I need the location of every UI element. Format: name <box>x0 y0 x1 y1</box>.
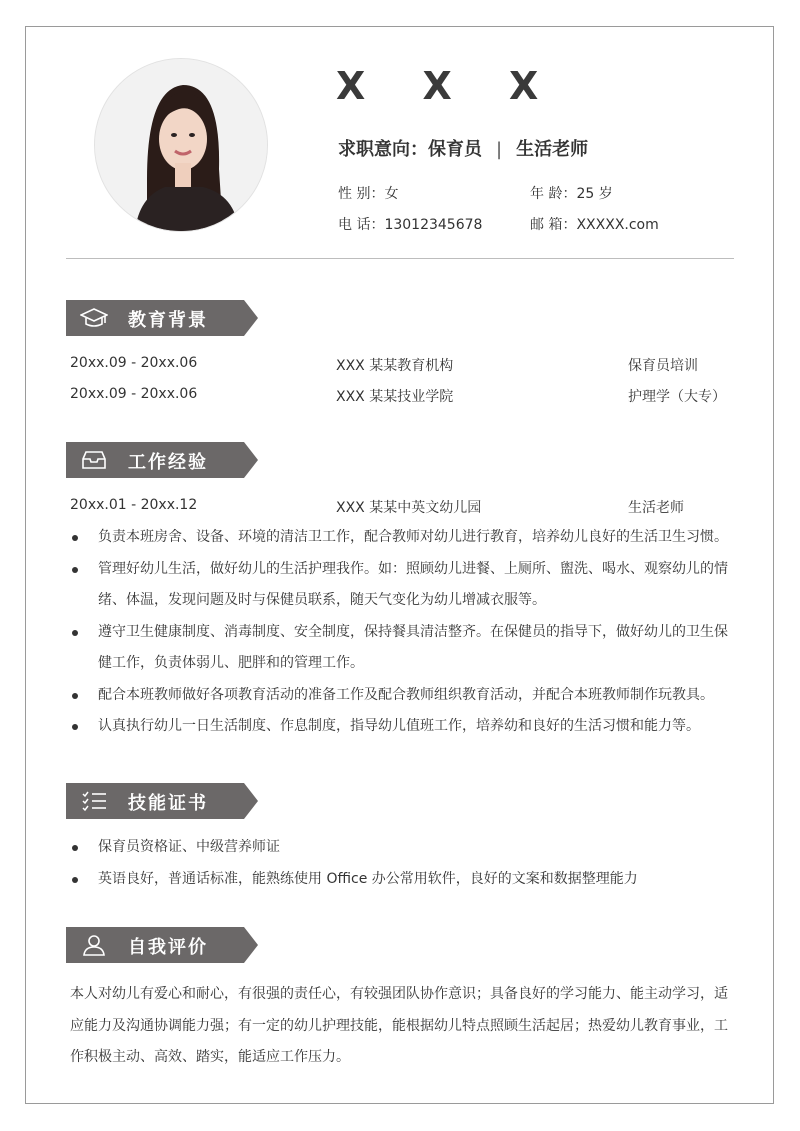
skill-1: 保育员资格证、中级营养师证 <box>98 839 280 855</box>
candidate-name: X X X <box>336 64 561 108</box>
list-item <box>72 554 732 617</box>
self-eval-text: 本人对幼儿有爱心和耐心，有很强的责任心，有较强团队协作意识；具备良好的学习能力、能主动学习，适应能力及沟通协调能力强；有一定的幼儿护理技能，能根据幼儿特点照顾生活起居；热爱幼儿教育事业，工作积极主动、高效、踏实，能适应工作压力。 <box>70 986 728 1065</box>
list-item <box>72 864 732 896</box>
work-duty-5: 认真执行幼儿一日生活制度、作息制度，指导幼儿值班工作，培养幼和良好的生活习惯和能力等。 <box>98 718 700 734</box>
edu-major-2: 护理学（大专） <box>628 389 726 405</box>
profile-photo <box>94 58 268 232</box>
edu-school-2: XXX 某某技业学院 <box>336 389 454 405</box>
edu-major-1: 保育员培训 <box>628 358 698 374</box>
education-section-header <box>66 300 258 336</box>
list-item <box>72 617 732 680</box>
job-intent <box>338 135 588 161</box>
work-duty-3: 遵守卫生健康制度、消毒制度、安全制度，保持餐具清洁整齐。在保健员的指导下，做好幼儿的卫生保健工作，负责体弱儿、肥胖和的管理工作。 <box>98 623 728 671</box>
job-intent-label: 求职意向：保育员 <box>338 139 482 160</box>
edu-period-1: 20xx.09 - 20xx.06 <box>70 355 198 371</box>
self-eval-title: 自我评价 <box>128 937 208 958</box>
gender-field: 性 别：女 <box>338 186 399 202</box>
skills-section-header <box>66 783 258 819</box>
work-duties-list <box>72 522 732 743</box>
age-field: 年 龄：25 岁 <box>530 186 613 202</box>
work-section-header <box>66 442 258 478</box>
work-company: XXX 某某中英文幼儿园 <box>336 500 482 516</box>
list-item <box>72 832 732 864</box>
edu-school-1: XXX 某某教育机构 <box>336 358 454 374</box>
header-divider <box>66 258 734 259</box>
checklist-icon <box>80 790 108 812</box>
skills-list <box>72 832 732 895</box>
work-duty-2: 管理好幼儿生活，做好幼儿的生活护理我作。如：照顾幼儿进餐、上厕所、盥洗、喝水、观察幼儿的情绪、体温，发现问题及时与保健员联系，随天气变化为幼儿增减衣服等。 <box>98 560 728 608</box>
job-intent-separator: | <box>496 139 503 160</box>
phone-field: 电 话：13012345678 <box>338 217 483 233</box>
work-role: 生活老师 <box>628 500 684 516</box>
graduation-cap-icon <box>80 307 108 329</box>
self-eval-section-header <box>66 927 258 963</box>
list-item <box>72 711 732 743</box>
avatar-portrait <box>95 59 267 231</box>
user-icon <box>80 934 108 956</box>
work-duty-4: 配合本班教师做好各项教育活动的准备工作及配合教师组织教育活动，并配合本班教师制作玩教具。 <box>98 686 714 703</box>
edu-period-2: 20xx.09 - 20xx.06 <box>70 386 198 402</box>
list-item <box>72 680 732 712</box>
work-period: 20xx.01 - 20xx.12 <box>70 497 198 513</box>
list-item <box>72 522 732 554</box>
work-duty-1: 负责本班房舍、设备、环境的清洁卫工作，配合教师对幼儿进行教育，培养幼儿良好的生活卫生习惯。 <box>98 529 728 545</box>
job-intent-role2: 生活老师 <box>516 139 589 160</box>
email-field: 邮 箱：XXXXX.com <box>530 217 659 233</box>
work-title: 工作经验 <box>128 452 208 473</box>
inbox-icon <box>80 449 108 471</box>
education-title: 教育背景 <box>128 310 208 331</box>
skills-title: 技能证书 <box>128 793 208 814</box>
skill-2: 英语良好，普通话标准，能熟练使用 Office 办公常用软件，良好的文案和数据整理能力 <box>98 870 638 887</box>
